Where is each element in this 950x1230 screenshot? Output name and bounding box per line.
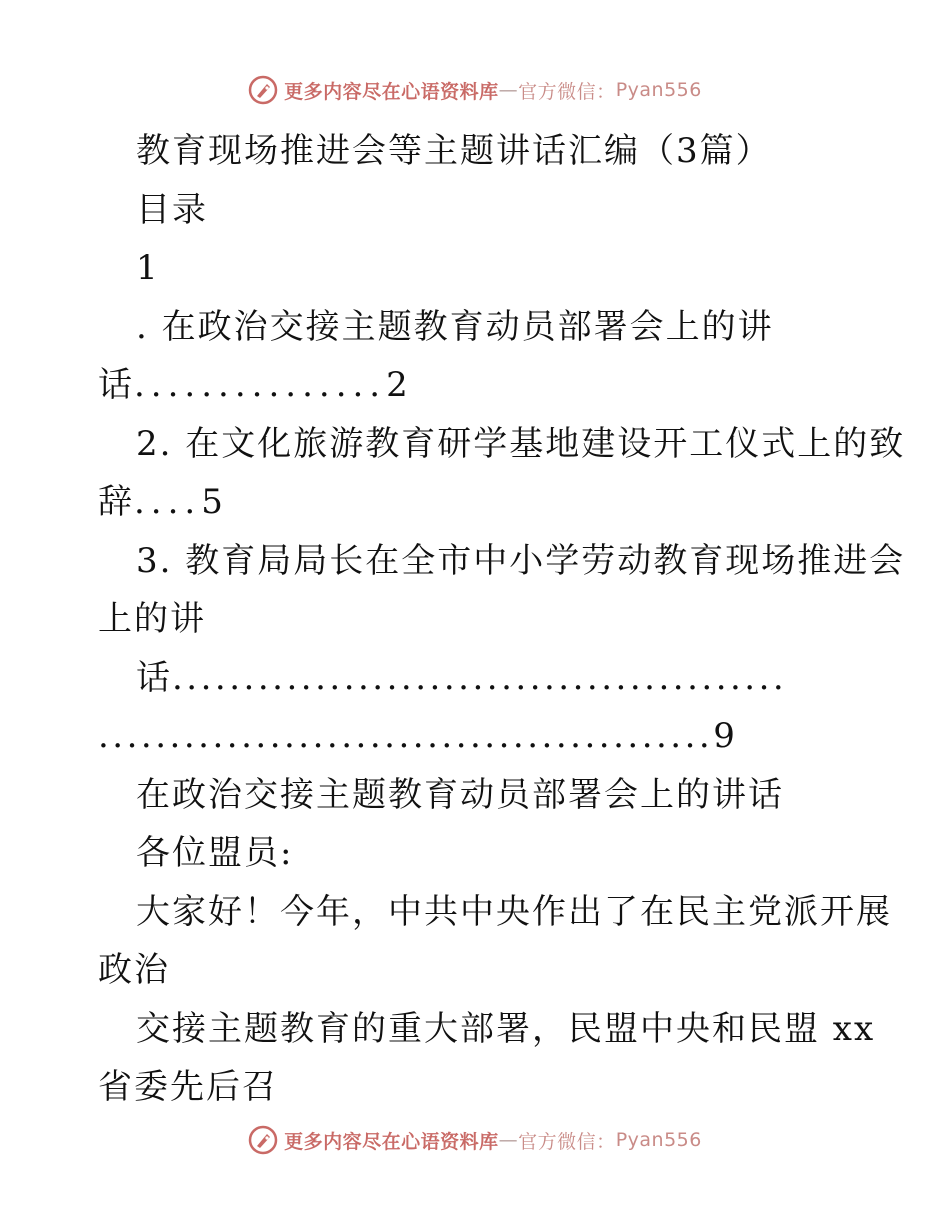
toc-item1-text: . 在政治交接主题教育动员部署会上的讲 (136, 306, 774, 347)
watermark-brand: 更多内容尽在心语资料库 (284, 80, 499, 103)
watermark-label: 官方微信： (518, 1130, 616, 1153)
paragraph-2-line-2: 省委先后召 (98, 1067, 278, 1107)
toc-item3-page: 9 (713, 716, 737, 756)
watermark-brand: 更多内容尽在心语资料库 (284, 1130, 499, 1153)
pen-nib-logo-icon (248, 1125, 278, 1155)
watermark-label: 官方微信： (518, 80, 616, 103)
toc-item1-leader-dots: ............... (134, 365, 387, 405)
toc-item1-cont: 话 (98, 365, 134, 405)
toc-item2-cont: 辞 (98, 482, 134, 522)
document-body (98, 122, 906, 1117)
toc-item3-cont2: 话 (136, 657, 172, 698)
watermark-footer (0, 1120, 950, 1160)
toc-heading: 目录 (136, 189, 208, 230)
toc-item3-leader-dots-1: ........................................... (172, 657, 788, 698)
toc-item3-cont: 上的讲 (98, 599, 206, 639)
toc-item3-continuation (98, 649, 858, 708)
toc-item2-leader-dots: .... (134, 482, 202, 522)
watermark-wechat-id: Pyan556 (615, 79, 702, 101)
toc-item1-number: 1 (136, 248, 160, 288)
watermark-separator: — (498, 1129, 519, 1151)
toc-item3-text: 3. 教育局局长在全市中小学劳动教育现场推进会 (136, 540, 906, 581)
document-title: 教育现场推进会等主题讲话汇编（3篇） (136, 131, 772, 171)
section-title: 在政治交接主题教育动员部署会上的讲话 (136, 774, 784, 815)
toc-item3-leader-dots-2: ........................................... (98, 716, 714, 756)
watermark-wechat-id: Pyan556 (615, 1129, 702, 1151)
paragraph-1-line-2: 政治 (98, 950, 170, 990)
salutation: 各位盟员: (136, 833, 294, 873)
paragraph-2-line-1: 交接主题教育的重大部署，民盟中央和民盟 xx (136, 1008, 876, 1049)
toc-item2-page: 5 (201, 482, 225, 522)
watermark-header (0, 70, 950, 110)
toc-item1-page: 2 (386, 365, 410, 405)
paragraph-1-line-1: 大家好！今年，中共中央作出了在民主党派开展 (136, 891, 892, 932)
toc-item3-dots-line (98, 707, 858, 766)
toc-item2-text: 2. 在文化旅游教育研学基地建设开工仪式上的致 (136, 423, 906, 464)
watermark-separator: — (498, 79, 519, 101)
toc-item1-continuation (98, 356, 858, 415)
pen-nib-logo-icon (248, 75, 278, 105)
toc-item2-continuation (98, 473, 858, 532)
